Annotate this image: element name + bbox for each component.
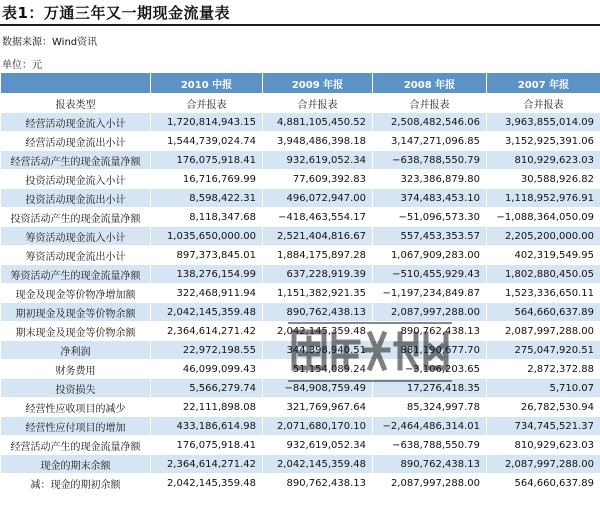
value-cell: 2,087,997,288.00 [487, 322, 600, 341]
value-cell: −2,464,486,314.01 [373, 417, 487, 436]
value-cell: 51,154,089.24 [263, 360, 373, 379]
value-cell: 1,802,880,450.05 [487, 265, 600, 284]
row-label: 经营性应收项目的减少 [1, 398, 151, 417]
value-cell: 5,566,279.74 [151, 379, 263, 398]
title-divider [0, 24, 600, 26]
row-label: 投资活动现金流出小计 [1, 189, 151, 208]
table-row [1, 398, 600, 417]
cash-flow-table [0, 72, 600, 493]
value-cell: 810,929,623.03 [487, 436, 600, 455]
value-cell: 564,660,637.89 [487, 303, 600, 322]
data-source: 数据来源：Wind资讯 [2, 37, 98, 48]
table-row [1, 322, 600, 341]
value-cell: 2,872,372.88 [487, 360, 600, 379]
value-cell: 3,948,486,398.18 [263, 132, 373, 151]
row-label: 现金及现金等价物净增加额 [1, 284, 151, 303]
value-cell: 2,071,680,170.10 [263, 417, 373, 436]
column-header [1, 73, 151, 94]
value-cell: 890,762,438.13 [373, 455, 487, 474]
row-label: 筹资活动现金流入小计 [1, 227, 151, 246]
value-cell: 8,598,422.31 [151, 189, 263, 208]
report-type-cell: 合并报表 [487, 94, 600, 113]
row-label: 投资活动产生的现金流量净额 [1, 208, 151, 227]
row-label: 减：现金的期初余额 [1, 474, 151, 493]
value-cell: 344,398,940.51 [263, 341, 373, 360]
value-cell: 564,660,637.89 [487, 474, 600, 493]
value-cell: 77,609,392.83 [263, 170, 373, 189]
row-label: 经营活动产生的现金流量净额 [1, 436, 151, 455]
value-cell: 1,035,650,000.00 [151, 227, 263, 246]
table-row [1, 227, 600, 246]
value-cell: 2,042,145,359.48 [151, 474, 263, 493]
value-cell: −1,088,364,050.09 [487, 208, 600, 227]
table-row [1, 436, 600, 455]
value-cell: −510,455,929.43 [373, 265, 487, 284]
table-row [1, 94, 600, 113]
value-cell: 1,118,952,976.91 [487, 189, 600, 208]
value-cell: 1,151,382,921.35 [263, 284, 373, 303]
row-label: 投资损失 [1, 379, 151, 398]
value-cell: 1,067,909,283.00 [373, 246, 487, 265]
row-label: 期初现金及现金等价物余额 [1, 303, 151, 322]
row-label: 财务费用 [1, 360, 151, 379]
value-cell: 890,762,438.13 [263, 474, 373, 493]
row-label: 筹资活动产生的现金流量净额 [1, 265, 151, 284]
value-cell: 17,276,418.35 [373, 379, 487, 398]
value-cell: 323,386,879.80 [373, 170, 487, 189]
table-row [1, 170, 600, 189]
value-cell: 322,468,911.94 [151, 284, 263, 303]
value-cell: 138,276,154.99 [151, 265, 263, 284]
value-cell: 176,075,918.41 [151, 436, 263, 455]
table-row [1, 208, 600, 227]
value-cell: 2,087,997,288.00 [373, 474, 487, 493]
value-cell: 1,544,739,024.74 [151, 132, 263, 151]
value-cell: 4,881,105,450.52 [263, 113, 373, 132]
value-cell: 2,042,145,359.48 [263, 322, 373, 341]
row-label: 净利润 [1, 341, 151, 360]
table-row [1, 360, 600, 379]
report-type-cell: 合并报表 [151, 94, 263, 113]
table-row [1, 474, 600, 493]
value-cell: 810,929,623.03 [487, 151, 600, 170]
column-header: 2009 年报 [263, 73, 373, 94]
value-cell: 1,720,814,943.15 [151, 113, 263, 132]
value-cell: 8,118,347.68 [151, 208, 263, 227]
table-row [1, 113, 600, 132]
value-cell: 22,972,198.55 [151, 341, 263, 360]
page-title: 表1：万通三年又一期现金流量表 [2, 4, 230, 22]
row-label: 经营活动现金流入小计 [1, 113, 151, 132]
value-cell: 402,319,549.95 [487, 246, 600, 265]
value-cell: 3,963,855,014.09 [487, 113, 600, 132]
value-cell: 2,087,997,288.00 [487, 455, 600, 474]
value-cell: 890,762,438.13 [263, 303, 373, 322]
column-header: 2008 年报 [373, 73, 487, 94]
value-cell: −638,788,550.79 [373, 436, 487, 455]
value-cell: 5,710.07 [487, 379, 600, 398]
value-cell: 890,762,438.13 [373, 322, 487, 341]
table-row [1, 379, 600, 398]
table-row [1, 341, 600, 360]
value-cell: 321,769,967.64 [263, 398, 373, 417]
value-cell: 22,111,898.08 [151, 398, 263, 417]
value-cell: 2,205,200,000.00 [487, 227, 600, 246]
row-label: 经营活动产生的现金流量净额 [1, 151, 151, 170]
value-cell: −51,096,573.30 [373, 208, 487, 227]
value-cell: 275,047,920.51 [487, 341, 600, 360]
value-cell: 176,075,918.41 [151, 151, 263, 170]
table-row [1, 284, 600, 303]
table-row [1, 455, 600, 474]
value-cell: 46,099,099.43 [151, 360, 263, 379]
value-cell: 1,523,336,650.11 [487, 284, 600, 303]
value-cell: 30,588,926.82 [487, 170, 600, 189]
unit-label: 单位：元 [2, 60, 42, 71]
report-type-cell: 合并报表 [373, 94, 487, 113]
value-cell: 26,782,530.94 [487, 398, 600, 417]
value-cell: 16,716,769.99 [151, 170, 263, 189]
value-cell: 637,228,919.39 [263, 265, 373, 284]
value-cell: 2,508,482,546.06 [373, 113, 487, 132]
value-cell: −3,106,203.65 [373, 360, 487, 379]
value-cell: −418,463,554.17 [263, 208, 373, 227]
value-cell: 897,373,845.01 [151, 246, 263, 265]
value-cell: 1,884,175,897.28 [263, 246, 373, 265]
value-cell: 2,364,614,271.42 [151, 455, 263, 474]
report-type-cell: 合并报表 [263, 94, 373, 113]
value-cell: 433,186,614.98 [151, 417, 263, 436]
column-header: 2007 年报 [487, 73, 600, 94]
table-row [1, 189, 600, 208]
value-cell: −1,197,234,849.87 [373, 284, 487, 303]
value-cell: 3,152,925,391.06 [487, 132, 600, 151]
table-row [1, 246, 600, 265]
value-cell: 932,619,052.34 [263, 436, 373, 455]
table-body [1, 94, 600, 493]
value-cell: 496,072,947.00 [263, 189, 373, 208]
value-cell: 2,087,997,288.00 [373, 303, 487, 322]
value-cell: 734,745,521.37 [487, 417, 600, 436]
row-label: 筹资活动现金流出小计 [1, 246, 151, 265]
table-row [1, 151, 600, 170]
value-cell: −638,788,550.79 [373, 151, 487, 170]
table-row [1, 303, 600, 322]
value-cell: 2,042,145,359.48 [263, 455, 373, 474]
row-label: 经营活动现金流出小计 [1, 132, 151, 151]
value-cell: 3,147,271,096.85 [373, 132, 487, 151]
value-cell: 374,483,453.10 [373, 189, 487, 208]
value-cell: 85,324,997.78 [373, 398, 487, 417]
value-cell: 2,364,614,271.42 [151, 322, 263, 341]
row-label: 报表类型 [1, 94, 151, 113]
table-header-row [1, 73, 600, 94]
value-cell: −84,908,759.49 [263, 379, 373, 398]
row-label: 经营性应付项目的增加 [1, 417, 151, 436]
column-header: 2010 中报 [151, 73, 263, 94]
table-row [1, 417, 600, 436]
value-cell: 881,190,677.70 [373, 341, 487, 360]
row-label: 期末现金及现金等价物余额 [1, 322, 151, 341]
row-label: 现金的期末余额 [1, 455, 151, 474]
value-cell: 2,521,404,816.67 [263, 227, 373, 246]
value-cell: 2,042,145,359.48 [151, 303, 263, 322]
value-cell: 557,453,353.57 [373, 227, 487, 246]
value-cell: 932,619,052.34 [263, 151, 373, 170]
row-label: 投资活动现金流入小计 [1, 170, 151, 189]
table-row [1, 132, 600, 151]
table-row [1, 265, 600, 284]
